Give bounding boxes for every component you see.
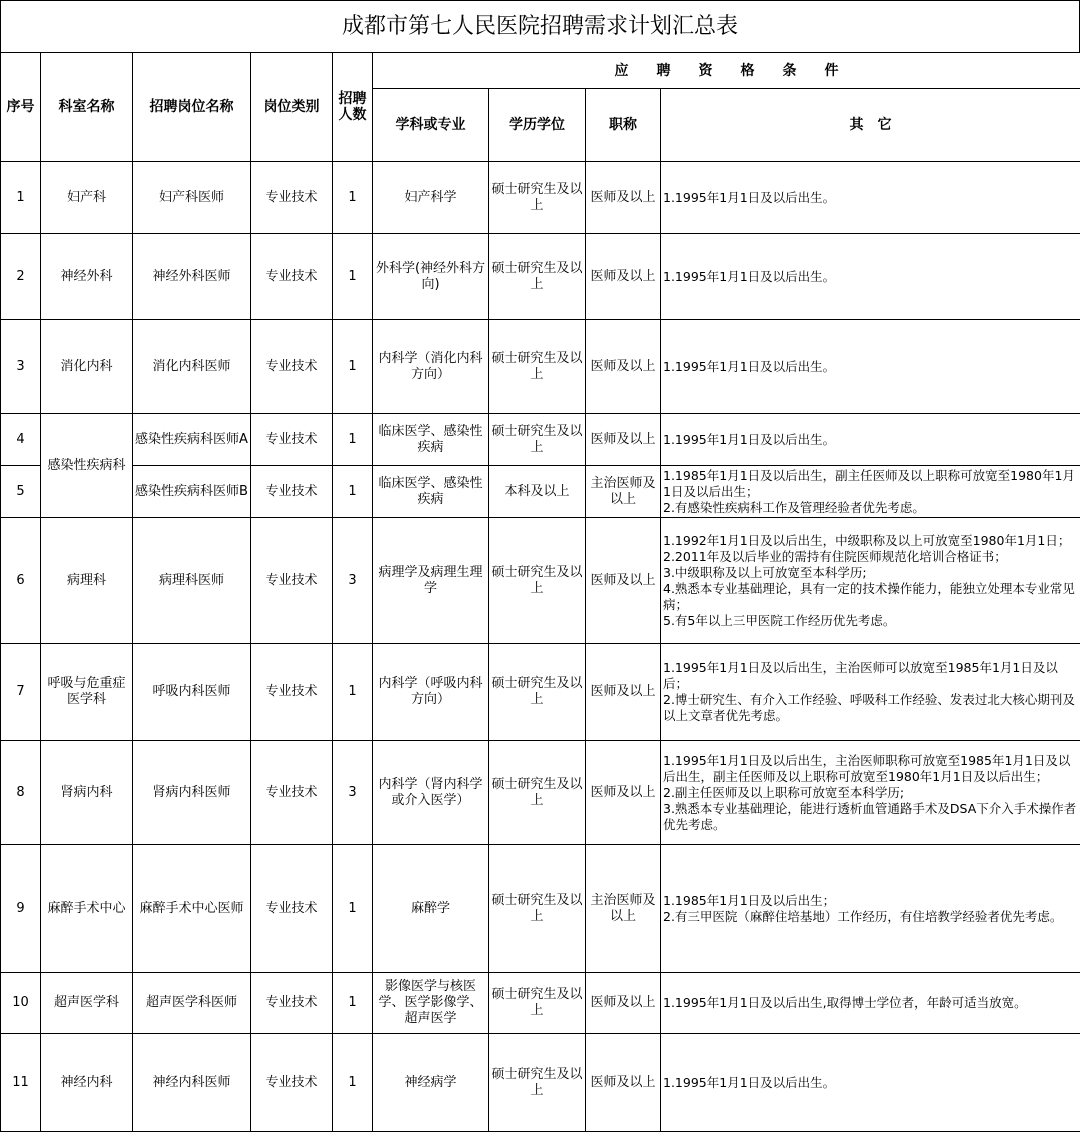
cell-dept: 呼吸与危重症医学科 — [41, 644, 133, 741]
cell-rank: 医师及以上 — [586, 320, 661, 414]
cell-index: 5 — [1, 466, 41, 518]
cell-major: 临床医学、感染性疾病 — [373, 466, 489, 518]
cell-rank: 医师及以上 — [586, 162, 661, 234]
cell-index: 4 — [1, 414, 41, 466]
cell-index: 3 — [1, 320, 41, 414]
cell-degree: 硕士研究生及以上 — [489, 973, 586, 1034]
header-major: 学科或专业 — [373, 89, 489, 162]
cell-index: 7 — [1, 644, 41, 741]
cell-dept: 感染性疾病科 — [41, 414, 133, 518]
cell-position: 麻醉手术中心医师 — [133, 845, 251, 973]
header-count: 招聘人数 — [333, 53, 373, 162]
cell-category: 专业技术 — [251, 845, 333, 973]
header-degree: 学历学位 — [489, 89, 586, 162]
cell-count: 1 — [333, 414, 373, 466]
cell-rank: 医师及以上 — [586, 518, 661, 644]
other-line: 2.2011年及以后毕业的需持有住院医师规范化培训合格证书； — [663, 548, 1007, 564]
cell-other — [661, 845, 1080, 973]
other-line: 1.1985年1月1日及以后出生； — [663, 892, 836, 908]
cell-degree: 硕士研究生及以上 — [489, 518, 586, 644]
table-row — [1, 973, 1080, 1034]
cell-dept: 神经内科 — [41, 1034, 133, 1132]
cell-other — [661, 234, 1080, 320]
cell-category: 专业技术 — [251, 518, 333, 644]
cell-count: 1 — [333, 320, 373, 414]
other-line: 1.1995年1月1日及以后出生，主治医师职称可放宽至1985年1月1日及以后出生，副主任医师及以上职称可放宽至1980年1月1日及以后出生； — [663, 752, 1071, 784]
cell-count: 1 — [333, 845, 373, 973]
cell-major: 外科学(神经外科方向) — [373, 234, 489, 320]
other-line: 1.1992年1月1日及以后出生，中级职称及以上可放宽至1980年1月1日； — [663, 532, 1071, 548]
cell-index: 11 — [1, 1034, 41, 1132]
cell-other — [661, 320, 1080, 414]
cell-index: 9 — [1, 845, 41, 973]
table-row — [1, 644, 1080, 741]
cell-index: 1 — [1, 162, 41, 234]
other-line: 1.1995年1月1日及以后出生。 — [663, 358, 836, 374]
cell-other — [661, 1034, 1080, 1132]
table-row — [1, 414, 1080, 466]
cell-index: 10 — [1, 973, 41, 1034]
other-line: 1.1995年1月1日及以后出生，主治医师可以放宽至1985年1月1日及以后； — [663, 660, 1058, 691]
cell-category: 专业技术 — [251, 973, 333, 1034]
cell-major: 内科学（消化内科方向） — [373, 320, 489, 414]
cell-position: 神经外科医师 — [133, 234, 251, 320]
cell-count: 1 — [333, 1034, 373, 1132]
other-line: 2.有三甲医院（麻醉住培基地）工作经历，有住培教学经验者优先考虑。 — [663, 908, 1063, 924]
other-line: 4.熟悉本专业基础理论，具有一定的技术操作能力，能独立处理本专业常见病； — [663, 580, 1075, 612]
cell-other — [661, 466, 1080, 518]
cell-degree: 硕士研究生及以上 — [489, 644, 586, 741]
cell-degree: 硕士研究生及以上 — [489, 234, 586, 320]
cell-rank: 主治医师及以上 — [586, 466, 661, 518]
cell-degree: 硕士研究生及以上 — [489, 162, 586, 234]
cell-major: 妇产科学 — [373, 162, 489, 234]
cell-major: 内科学（肾内科学或介入医学） — [373, 741, 489, 845]
cell-other — [661, 973, 1080, 1034]
cell-position: 消化内科医师 — [133, 320, 251, 414]
cell-category: 专业技术 — [251, 1034, 333, 1132]
other-line: 1.1985年1月1日及以后出生，副主任医师及以上职称可放宽至1980年1月1日及以后出生； — [663, 467, 1075, 499]
cell-major: 临床医学、感染性疾病 — [373, 414, 489, 466]
table-row — [1, 234, 1080, 320]
header-category: 岗位类别 — [251, 53, 333, 162]
page-title: 成都市第七人民医院招聘需求计划汇总表 — [0, 0, 1080, 52]
cell-major: 麻醉学 — [373, 845, 489, 973]
cell-dept: 麻醉手术中心 — [41, 845, 133, 973]
cell-dept: 妇产科 — [41, 162, 133, 234]
table-row — [1, 1034, 1080, 1132]
cell-dept: 神经外科 — [41, 234, 133, 320]
table-row — [1, 320, 1080, 414]
cell-index: 6 — [1, 518, 41, 644]
table-row — [1, 741, 1080, 845]
cell-major: 病理学及病理生理学 — [373, 518, 489, 644]
header-position: 招聘岗位名称 — [133, 53, 251, 162]
cell-position: 超声医学科医师 — [133, 973, 251, 1034]
cell-count: 1 — [333, 973, 373, 1034]
cell-degree: 硕士研究生及以上 — [489, 1034, 586, 1132]
cell-position: 病理科医师 — [133, 518, 251, 644]
cell-dept: 肾病内科 — [41, 741, 133, 845]
recruitment-table — [0, 52, 1080, 1132]
cell-rank: 医师及以上 — [586, 973, 661, 1034]
cell-degree: 硕士研究生及以上 — [489, 845, 586, 973]
other-line: 2.副主任医师及以上职称可放宽至本科学历; — [663, 784, 905, 800]
cell-degree: 硕士研究生及以上 — [489, 741, 586, 845]
cell-other — [661, 644, 1080, 741]
other-line: 1.1995年1月1日及以后出生,取得博士学位者，年龄可适当放宽。 — [663, 995, 1027, 1010]
cell-major: 内科学（呼吸内科方向） — [373, 644, 489, 741]
header-dept: 科室名称 — [41, 53, 133, 162]
cell-dept: 消化内科 — [41, 320, 133, 414]
other-line: 2.有感染性疾病科工作及管理经验者优先考虑。 — [663, 499, 925, 515]
cell-degree: 硕士研究生及以上 — [489, 414, 586, 466]
other-line: 3.熟悉本专业基础理论，能进行透析血管通路手术及DSA下介入手术操作者优先考虑。 — [663, 800, 1077, 832]
header-qualifications: 应 聘 资 格 条 件 — [373, 53, 1080, 89]
cell-category: 专业技术 — [251, 162, 333, 234]
other-line: 5.有5年以上三甲医院工作经历优先考虑。 — [663, 612, 896, 628]
cell-count: 1 — [333, 234, 373, 320]
cell-rank: 医师及以上 — [586, 234, 661, 320]
table-row — [1, 162, 1080, 234]
header-other: 其 它 — [661, 89, 1080, 162]
other-line: 2.博士研究生、有介入工作经验、呼吸科工作经验、发表过北大核心期刊及以上文章者优先考虑。 — [663, 692, 1075, 723]
cell-count: 3 — [333, 518, 373, 644]
table-row — [1, 845, 1080, 973]
cell-category: 专业技术 — [251, 741, 333, 845]
cell-index: 8 — [1, 741, 41, 845]
cell-rank: 主治医师及以上 — [586, 845, 661, 973]
cell-rank: 医师及以上 — [586, 741, 661, 845]
cell-position: 感染性疾病科医师B — [133, 466, 251, 518]
cell-category: 专业技术 — [251, 644, 333, 741]
other-line: 1.1995年1月1日及以后出生。 — [663, 1074, 836, 1090]
cell-major: 神经病学 — [373, 1034, 489, 1132]
cell-count: 1 — [333, 162, 373, 234]
header-index: 序号 — [1, 53, 41, 162]
table-row — [1, 518, 1080, 644]
other-line: 1.1995年1月1日及以后出生。 — [663, 189, 836, 205]
cell-rank: 医师及以上 — [586, 1034, 661, 1132]
other-line: 1.1995年1月1日及以后出生。 — [663, 268, 836, 284]
table-row — [1, 466, 1080, 518]
cell-rank: 医师及以上 — [586, 644, 661, 741]
cell-position: 感染性疾病科医师A — [133, 414, 251, 466]
cell-major: 影像医学与核医学、医学影像学、超声医学 — [373, 973, 489, 1034]
cell-count: 1 — [333, 466, 373, 518]
cell-index: 2 — [1, 234, 41, 320]
cell-position: 肾病内科医师 — [133, 741, 251, 845]
cell-other — [661, 741, 1080, 845]
header-rank: 职称 — [586, 89, 661, 162]
cell-count: 1 — [333, 644, 373, 741]
cell-other — [661, 162, 1080, 234]
cell-category: 专业技术 — [251, 320, 333, 414]
cell-position: 妇产科医师 — [133, 162, 251, 234]
cell-degree: 硕士研究生及以上 — [489, 320, 586, 414]
cell-count: 3 — [333, 741, 373, 845]
cell-category: 专业技术 — [251, 234, 333, 320]
cell-other — [661, 414, 1080, 466]
cell-dept: 超声医学科 — [41, 973, 133, 1034]
cell-other — [661, 518, 1080, 644]
cell-dept: 病理科 — [41, 518, 133, 644]
cell-position: 呼吸内科医师 — [133, 644, 251, 741]
other-line: 1.1995年1月1日及以后出生。 — [663, 431, 836, 447]
cell-category: 专业技术 — [251, 466, 333, 518]
cell-degree: 本科及以上 — [489, 466, 586, 518]
cell-category: 专业技术 — [251, 414, 333, 466]
cell-rank: 医师及以上 — [586, 414, 661, 466]
cell-position: 神经内科医师 — [133, 1034, 251, 1132]
other-line: 3.中级职称及以上可放宽至本科学历; — [663, 564, 867, 580]
